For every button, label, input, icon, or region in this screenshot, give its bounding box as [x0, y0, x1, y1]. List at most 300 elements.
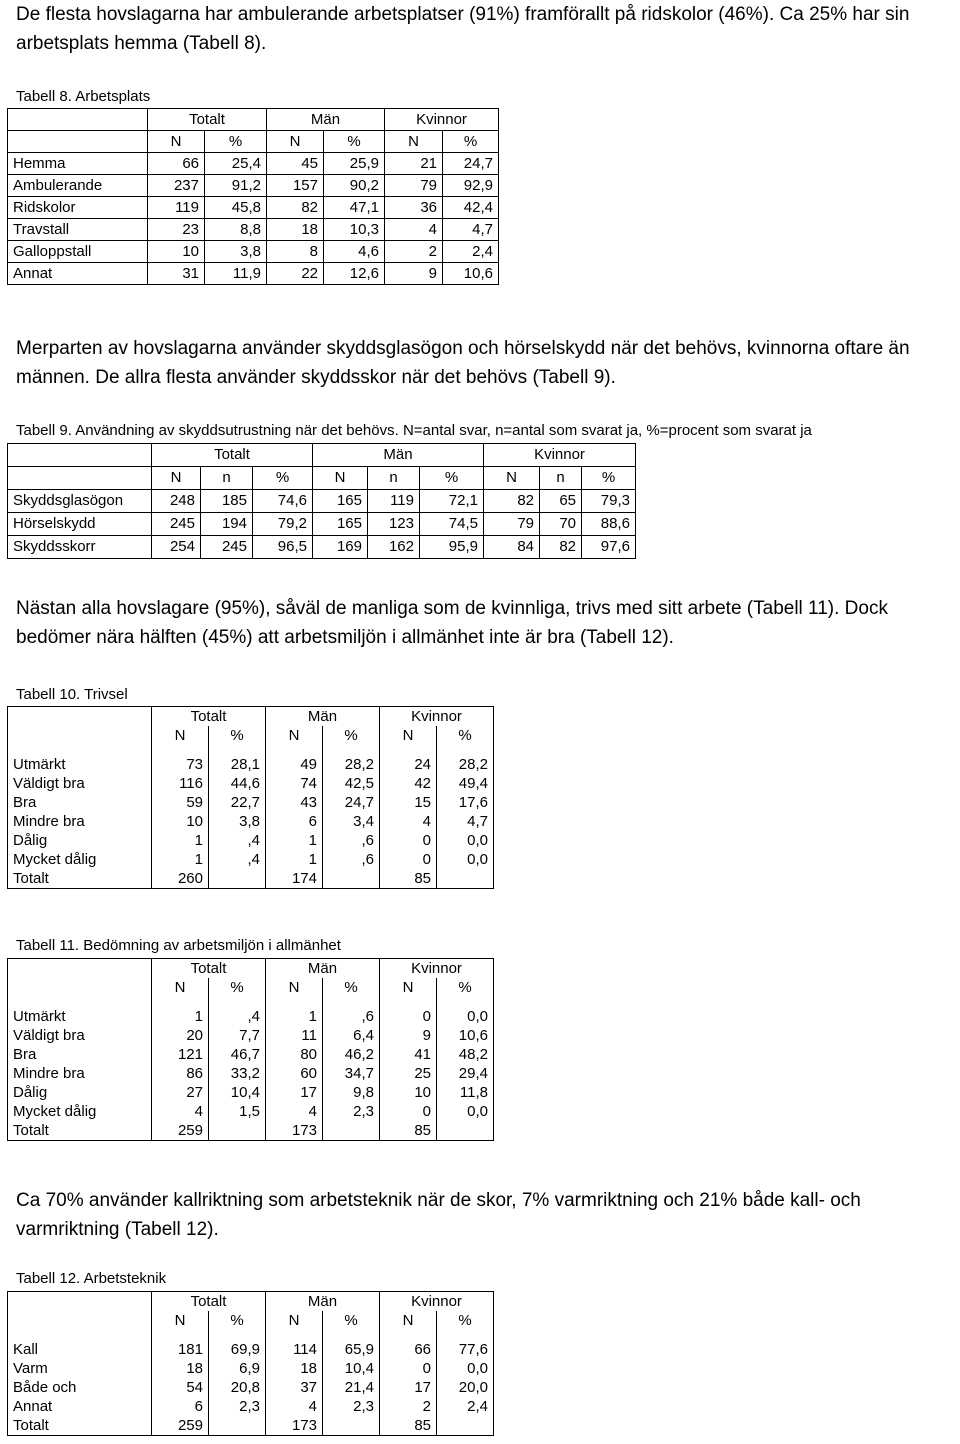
table-row [8, 774, 494, 793]
table-row [8, 153, 499, 175]
header-row-subheads [8, 726, 494, 745]
data-cell: 25,9 [324, 153, 385, 175]
data-cell: 4 [152, 1102, 209, 1121]
subhead-cell: % [323, 978, 380, 997]
row-label: Varm [8, 1359, 152, 1378]
subhead-cell: N [152, 726, 209, 745]
data-cell: 66 [380, 1340, 437, 1359]
data-cell: 74 [266, 774, 323, 793]
subhead-cell: N [266, 978, 323, 997]
data-cell: 17 [266, 1083, 323, 1102]
group-header: Totalt [148, 109, 267, 131]
data-cell: ,4 [209, 1007, 266, 1026]
header-empty-cell [8, 109, 148, 131]
data-cell: 0 [380, 1359, 437, 1378]
data-cell: 114 [266, 1340, 323, 1359]
data-cell: 1,5 [209, 1102, 266, 1121]
row-label: Hörselskydd [8, 513, 152, 536]
row-label: Galloppstall [8, 241, 148, 263]
subhead-cell: % [209, 978, 266, 997]
data-cell: 2 [380, 1397, 437, 1416]
data-cell: 85 [380, 1416, 437, 1436]
data-cell: 92,9 [443, 175, 499, 197]
data-cell [323, 1416, 380, 1436]
data-cell: 11,8 [437, 1083, 494, 1102]
spacer-cell [266, 745, 323, 755]
group-header: Kvinnor [484, 444, 636, 467]
subhead-cell: N [152, 467, 201, 490]
table-row [8, 831, 494, 850]
subhead-cell: % [253, 467, 313, 490]
data-cell: 245 [152, 513, 201, 536]
data-cell: 173 [266, 1121, 323, 1141]
data-cell: 79 [385, 175, 443, 197]
data-cell: 79,3 [582, 490, 636, 513]
data-cell: 91,2 [205, 175, 267, 197]
table9-caption-note: N=antal svar, n=antal som svarat ja, %=procent som svarat ja [402, 422, 812, 439]
row-label: Totalt [8, 1121, 152, 1141]
data-cell: 25,4 [205, 153, 267, 175]
data-cell: 95,9 [420, 536, 484, 559]
data-cell: 9 [380, 1026, 437, 1045]
table-row [8, 490, 636, 513]
table12-caption-prefix: Tabell 12. [16, 1270, 81, 1287]
row-label: Kall [8, 1340, 152, 1359]
data-cell: 9 [385, 263, 443, 285]
subhead-cell: % [324, 131, 385, 153]
data-cell: ,4 [209, 831, 266, 850]
data-cell: 9,8 [323, 1083, 380, 1102]
table-row [8, 755, 494, 774]
data-cell: 20,8 [209, 1378, 266, 1397]
data-cell: 0 [380, 831, 437, 850]
row-label: Mycket dålig [8, 1102, 152, 1121]
spacer-row [8, 1330, 494, 1340]
spacer-cell [323, 745, 380, 755]
table-row [8, 1416, 494, 1436]
data-cell: 157 [267, 175, 324, 197]
header-row-subheads [8, 978, 494, 997]
table10-caption-prefix: Tabell 10. [16, 686, 81, 703]
group-header: Totalt [152, 444, 313, 467]
data-cell: 1 [266, 831, 323, 850]
subhead-cell: N [313, 467, 368, 490]
data-cell: 10 [152, 812, 209, 831]
data-cell: 79,2 [253, 513, 313, 536]
data-cell: 2,3 [209, 1397, 266, 1416]
data-cell: 60 [266, 1064, 323, 1083]
intro-paragraph: De flesta hovslagarna har ambulerande arbetsplatser (91%) framförallt på ridskolor (46%). Ca 25% har sin arbetsplats hemma (Tabell 8). [16, 4, 910, 54]
spacer-cell [152, 997, 209, 1007]
data-cell: 49 [266, 755, 323, 774]
table-row [8, 197, 499, 219]
spacer-cell [380, 997, 437, 1007]
group-header: Kvinnor [385, 109, 499, 131]
data-cell [323, 1121, 380, 1141]
row-label: Både och [8, 1378, 152, 1397]
paragraph-arbetsteknik: Ca 70% använder kallriktning som arbetsteknik när de skor, 7% varmriktning och 21% både kall- och varmriktning (Tabell 12). [16, 1190, 861, 1240]
table-row [8, 1083, 494, 1102]
subhead-cell: N [484, 467, 540, 490]
data-cell: 1 [152, 831, 209, 850]
data-cell: 10,6 [437, 1026, 494, 1045]
data-cell: 1 [152, 1007, 209, 1026]
data-cell: 22 [267, 263, 324, 285]
header-empty-cell [8, 131, 148, 153]
table8-caption [16, 88, 150, 105]
row-label: Totalt [8, 1416, 152, 1436]
data-cell: 6 [266, 812, 323, 831]
data-cell: 4,7 [437, 812, 494, 831]
row-label: Skyddsglasögon [8, 490, 152, 513]
table-row [8, 1397, 494, 1416]
data-cell: 48,2 [437, 1045, 494, 1064]
data-cell: 36 [385, 197, 443, 219]
data-cell: 169 [313, 536, 368, 559]
subhead-cell: n [201, 467, 253, 490]
row-label: Mycket dålig [8, 850, 152, 869]
data-cell: 8 [267, 241, 324, 263]
data-cell: 90,2 [324, 175, 385, 197]
data-cell: 194 [201, 513, 253, 536]
data-cell: 54 [152, 1378, 209, 1397]
group-header: Män [267, 109, 385, 131]
data-cell: 259 [152, 1416, 209, 1436]
data-cell: 28,1 [209, 755, 266, 774]
data-cell: 46,7 [209, 1045, 266, 1064]
data-cell: 4,6 [324, 241, 385, 263]
row-label: Dålig [8, 1083, 152, 1102]
row-label: Travstall [8, 219, 148, 241]
data-cell: 85 [380, 1121, 437, 1141]
data-cell: 33,2 [209, 1064, 266, 1083]
group-header: Män [313, 444, 484, 467]
data-cell: 45 [267, 153, 324, 175]
table10-caption-title: Trivsel [84, 686, 128, 703]
table11-caption-title: Bedömning av arbetsmiljön i allmänhet [83, 937, 341, 954]
data-cell: 82 [540, 536, 582, 559]
data-cell: 49,4 [437, 774, 494, 793]
data-cell: 6,9 [209, 1359, 266, 1378]
data-cell: 85 [380, 869, 437, 889]
data-cell: 254 [152, 536, 201, 559]
subhead-cell: % [437, 726, 494, 745]
header-row-subheads [8, 467, 636, 490]
data-cell [437, 1121, 494, 1141]
data-cell: 45,8 [205, 197, 267, 219]
group-header: Män [266, 959, 380, 979]
group-header: Män [266, 707, 380, 727]
data-cell: 88,6 [582, 513, 636, 536]
spacer-row [8, 997, 494, 1007]
data-cell: 86 [152, 1064, 209, 1083]
data-cell: 0,0 [437, 831, 494, 850]
data-cell: 42,4 [443, 197, 499, 219]
table-row [8, 536, 636, 559]
spacer-cell [266, 1330, 323, 1340]
data-cell: 34,7 [323, 1064, 380, 1083]
subhead-cell: N [148, 131, 205, 153]
table-row [8, 241, 499, 263]
header-row-subheads [8, 131, 499, 153]
data-cell: 259 [152, 1121, 209, 1141]
header-row-subheads [8, 1311, 494, 1330]
data-cell: 1 [266, 1007, 323, 1026]
data-cell: 0 [380, 850, 437, 869]
data-cell: 10,4 [209, 1083, 266, 1102]
header-empty-cell [8, 726, 152, 745]
data-cell: 119 [368, 490, 420, 513]
data-cell: 96,5 [253, 536, 313, 559]
data-cell: 41 [380, 1045, 437, 1064]
data-cell: 23 [148, 219, 205, 241]
data-cell: 185 [201, 490, 253, 513]
table-row [8, 1026, 494, 1045]
spacer-cell [380, 745, 437, 755]
data-cell: 18 [152, 1359, 209, 1378]
spacer-cell [437, 1330, 494, 1340]
data-cell: ,4 [209, 850, 266, 869]
data-cell: 4,7 [443, 219, 499, 241]
subhead-cell: N [380, 978, 437, 997]
data-cell: 2 [385, 241, 443, 263]
data-cell: 77,6 [437, 1340, 494, 1359]
data-cell: 24 [380, 755, 437, 774]
data-cell: 18 [266, 1359, 323, 1378]
header-row-groups [8, 109, 499, 131]
header-empty-cell [8, 978, 152, 997]
row-label: Totalt [8, 869, 152, 889]
data-cell: 7,7 [209, 1026, 266, 1045]
table-arbetsteknik [7, 1291, 494, 1436]
data-cell: 74,5 [420, 513, 484, 536]
spacer-cell [209, 745, 266, 755]
table-row [8, 1378, 494, 1397]
data-cell: 1 [266, 850, 323, 869]
data-cell [323, 869, 380, 889]
data-cell: 44,6 [209, 774, 266, 793]
table-row [8, 513, 636, 536]
table8-caption-title: Arbetsplats [75, 88, 151, 105]
data-cell: 2,4 [443, 241, 499, 263]
row-label: Mindre bra [8, 812, 152, 831]
table-row [8, 1045, 494, 1064]
data-cell: 80 [266, 1045, 323, 1064]
data-cell: 6 [152, 1397, 209, 1416]
spacer-cell [323, 1330, 380, 1340]
data-cell: 66 [148, 153, 205, 175]
data-cell: 245 [201, 536, 253, 559]
data-cell: 79 [484, 513, 540, 536]
data-cell: 43 [266, 793, 323, 812]
header-row-groups [8, 959, 494, 979]
data-cell: 2,3 [323, 1102, 380, 1121]
data-cell: 2,4 [437, 1397, 494, 1416]
data-cell: 21,4 [323, 1378, 380, 1397]
row-label: Mindre bra [8, 1064, 152, 1083]
spacer-cell [209, 997, 266, 1007]
data-cell: ,6 [323, 1007, 380, 1026]
data-cell: 121 [152, 1045, 209, 1064]
spacer-cell [152, 745, 209, 755]
data-cell: 84 [484, 536, 540, 559]
group-header: Kvinnor [380, 1292, 494, 1312]
row-label: Dålig [8, 831, 152, 850]
data-cell: 4 [385, 219, 443, 241]
header-empty-cell [8, 1311, 152, 1330]
spacer-cell [8, 1330, 152, 1340]
data-cell: 20 [152, 1026, 209, 1045]
table9-caption-title: Användning av skyddsutrustning när det behövs. [75, 422, 399, 439]
row-label: Bra [8, 793, 152, 812]
data-cell: 22,7 [209, 793, 266, 812]
table-row [8, 175, 499, 197]
data-cell: 46,2 [323, 1045, 380, 1064]
row-label: Väldigt bra [8, 1026, 152, 1045]
data-cell: 21 [385, 153, 443, 175]
data-cell: 42,5 [323, 774, 380, 793]
data-cell: 0,0 [437, 1359, 494, 1378]
data-cell: 97,6 [582, 536, 636, 559]
subhead-cell: % [323, 726, 380, 745]
data-cell: 27 [152, 1083, 209, 1102]
data-cell: 165 [313, 490, 368, 513]
data-cell: 248 [152, 490, 201, 513]
subhead-cell: % [205, 131, 267, 153]
header-empty-cell [8, 1292, 152, 1312]
data-cell: 173 [266, 1416, 323, 1436]
table-row [8, 1064, 494, 1083]
data-cell: 174 [266, 869, 323, 889]
subhead-cell: N [385, 131, 443, 153]
table12-caption-title: Arbetsteknik [83, 1270, 167, 1287]
data-cell: 162 [368, 536, 420, 559]
data-cell: 0,0 [437, 850, 494, 869]
data-cell: 18 [267, 219, 324, 241]
data-cell: 70 [540, 513, 582, 536]
table-row [8, 219, 499, 241]
row-label: Ambulerande [8, 175, 148, 197]
subhead-cell: % [209, 1311, 266, 1330]
data-cell: ,6 [323, 850, 380, 869]
row-label: Bra [8, 1045, 152, 1064]
data-cell: 11,9 [205, 263, 267, 285]
table-row [8, 1121, 494, 1141]
data-cell: 65,9 [323, 1340, 380, 1359]
subhead-cell: N [152, 978, 209, 997]
data-cell: 119 [148, 197, 205, 219]
data-cell: 82 [267, 197, 324, 219]
data-cell: 181 [152, 1340, 209, 1359]
data-cell: 65 [540, 490, 582, 513]
data-cell: 74,6 [253, 490, 313, 513]
subhead-cell: % [582, 467, 636, 490]
data-cell: 0 [380, 1007, 437, 1026]
table-row [8, 1359, 494, 1378]
data-cell: 3,8 [205, 241, 267, 263]
data-cell [209, 869, 266, 889]
spacer-cell [152, 1330, 209, 1340]
table8-caption-prefix: Tabell 8. [16, 88, 72, 105]
table9-caption [16, 422, 812, 439]
data-cell: 0,0 [437, 1007, 494, 1026]
table-row [8, 850, 494, 869]
data-cell: 17,6 [437, 793, 494, 812]
data-cell: 1 [152, 850, 209, 869]
data-cell: 72,1 [420, 490, 484, 513]
data-cell: 4 [380, 812, 437, 831]
data-cell: 8,8 [205, 219, 267, 241]
header-row-groups [8, 707, 494, 727]
data-cell: ,6 [323, 831, 380, 850]
data-cell: 4 [266, 1397, 323, 1416]
data-cell: 3,4 [323, 812, 380, 831]
data-cell: 4 [266, 1102, 323, 1121]
data-cell: 0 [380, 1102, 437, 1121]
data-cell: 69,9 [209, 1340, 266, 1359]
table-arbetsmiljo [7, 958, 494, 1141]
paragraph-skyddsutrustning: Merparten av hovslagarna använder skyddsglasögon och hörselskydd när det behövs, kvinnorna oftare än männen. De allra flesta använder skyddsskor när det behövs (Tabell 9). [16, 338, 910, 388]
data-cell: 82 [484, 490, 540, 513]
data-cell [437, 1416, 494, 1436]
table11-caption-prefix: Tabell 11. [16, 937, 80, 954]
row-label: Utmärkt [8, 1007, 152, 1026]
table-row [8, 793, 494, 812]
spacer-cell [437, 997, 494, 1007]
table-row [8, 1102, 494, 1121]
subhead-cell: % [420, 467, 484, 490]
data-cell: 20,0 [437, 1378, 494, 1397]
data-cell: 37 [266, 1378, 323, 1397]
header-row-groups [8, 444, 636, 467]
data-cell [209, 1121, 266, 1141]
data-cell: 24,7 [323, 793, 380, 812]
data-cell: 237 [148, 175, 205, 197]
subhead-cell: N [152, 1311, 209, 1330]
table-arbetsplats [7, 108, 499, 285]
data-cell: 0,0 [437, 1102, 494, 1121]
header-empty-cell [8, 467, 152, 490]
spacer-row [8, 745, 494, 755]
group-header: Totalt [152, 1292, 266, 1312]
subhead-cell: % [443, 131, 499, 153]
subhead-cell: N [266, 1311, 323, 1330]
subhead-cell: N [267, 131, 324, 153]
data-cell: 25 [380, 1064, 437, 1083]
group-header: Totalt [152, 959, 266, 979]
data-cell: 10,4 [323, 1359, 380, 1378]
data-cell: 31 [148, 263, 205, 285]
subhead-cell: % [437, 1311, 494, 1330]
group-header: Kvinnor [380, 959, 494, 979]
subhead-cell: % [323, 1311, 380, 1330]
spacer-cell [8, 745, 152, 755]
data-cell: 260 [152, 869, 209, 889]
data-cell: 2,3 [323, 1397, 380, 1416]
data-cell: 42 [380, 774, 437, 793]
row-label: Ridskolor [8, 197, 148, 219]
data-cell: 10,3 [324, 219, 385, 241]
group-header: Kvinnor [380, 707, 494, 727]
table10-caption [16, 686, 128, 703]
data-cell: 165 [313, 513, 368, 536]
data-cell: 28,2 [437, 755, 494, 774]
subhead-cell: N [380, 1311, 437, 1330]
data-cell: 12,6 [324, 263, 385, 285]
header-empty-cell [8, 959, 152, 979]
table-row [8, 1007, 494, 1026]
spacer-cell [209, 1330, 266, 1340]
